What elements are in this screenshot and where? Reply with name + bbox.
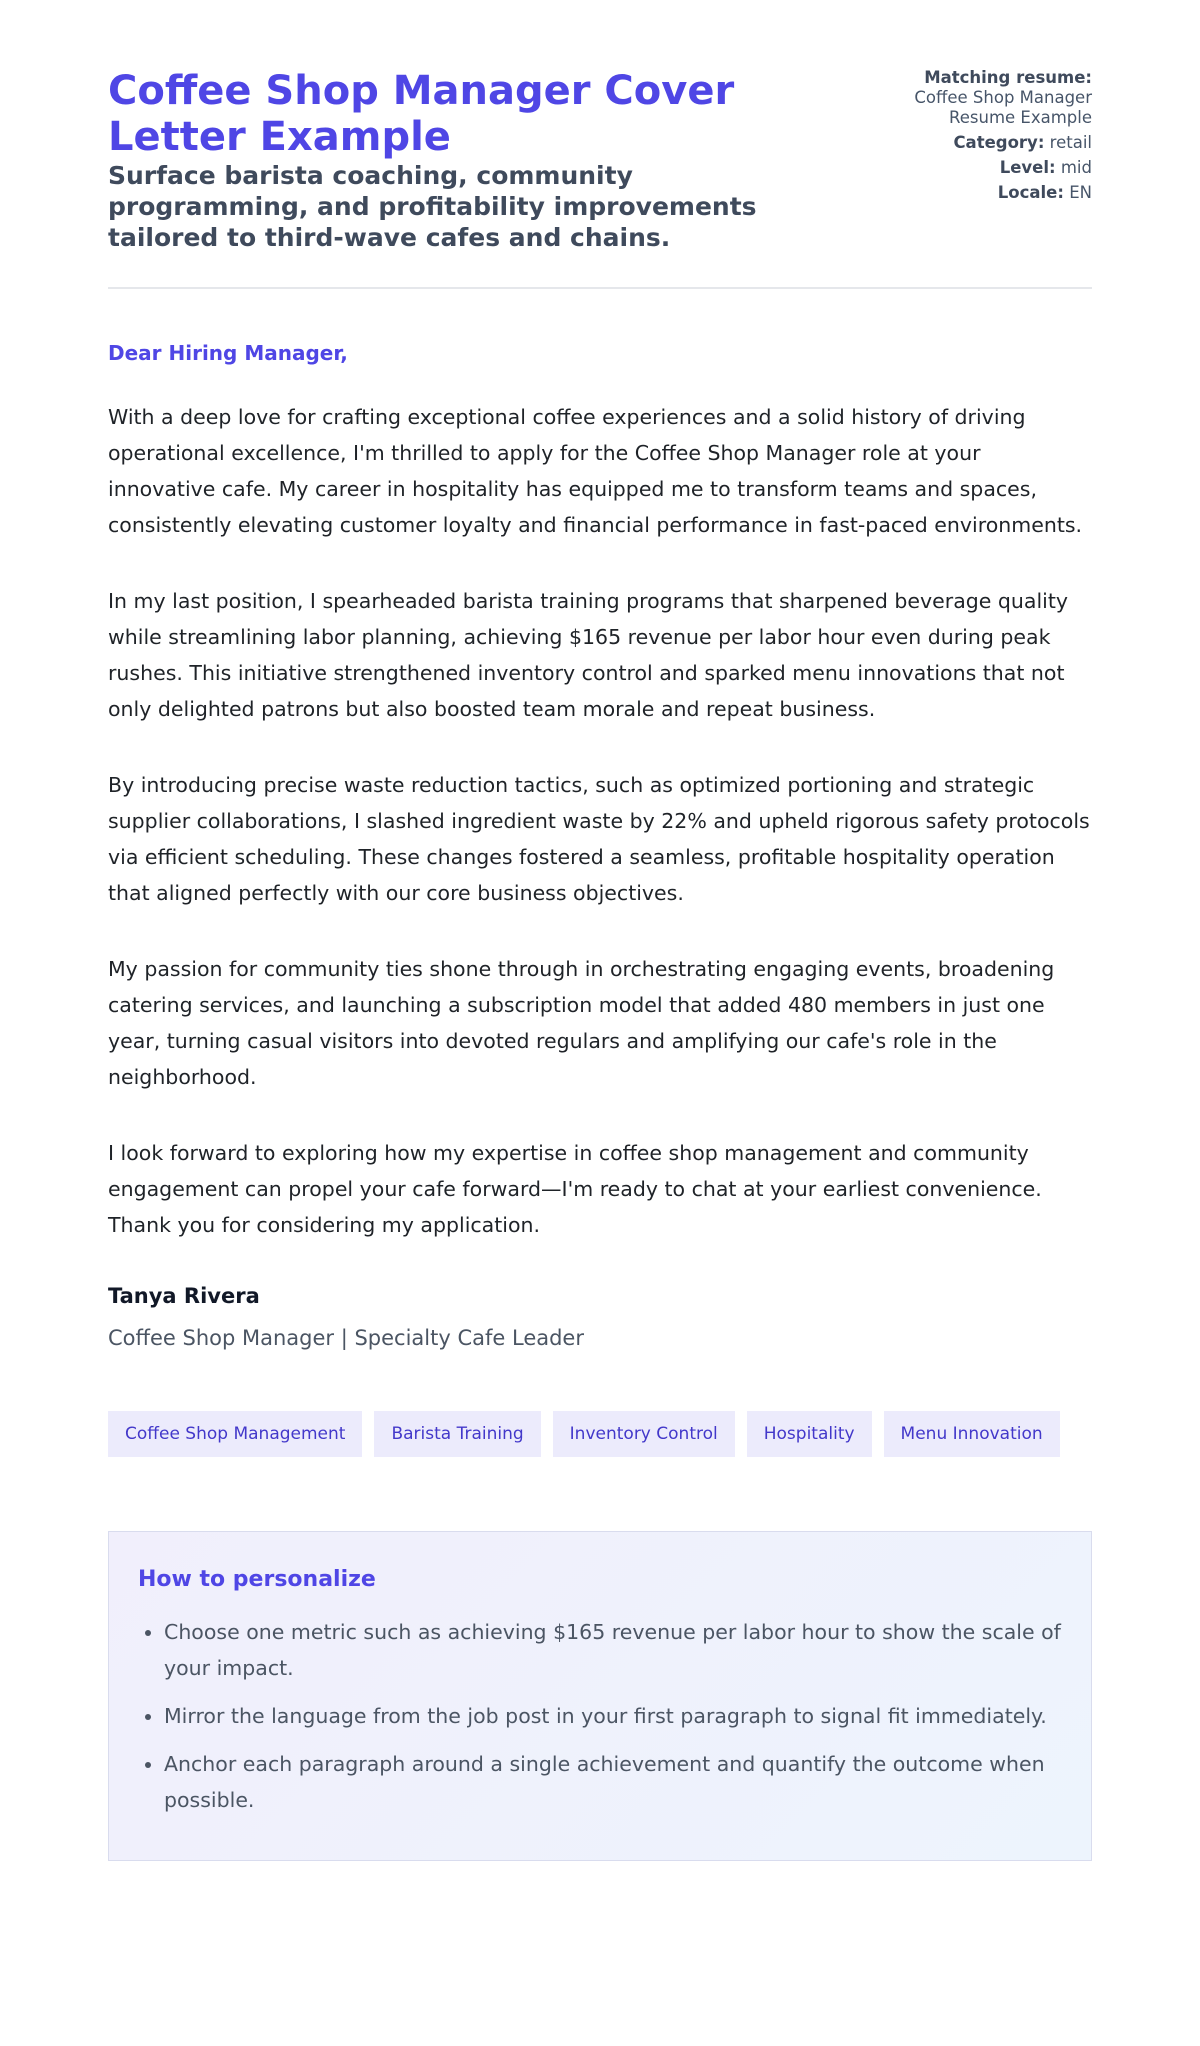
letter-paragraph: By introducing precise waste reduction tactics, such as optimized portioning and strategic supplier collaborations, I slashed ingredient waste by 22% and upheld rigorous safety protocols via efficient scheduling. These changes fostered a seamless, profitable hospitality operation that aligned perfectly with our core business objectives.	[108, 773, 1090, 905]
signature	[108, 1283, 1092, 1351]
personalize-box	[108, 1531, 1092, 1861]
meta-category-value: retail	[1049, 133, 1092, 152]
page-header	[108, 68, 1092, 289]
meta-level	[902, 158, 1092, 178]
meta-locale-value: EN	[1069, 183, 1092, 202]
letter-paragraph: With a deep love for crafting exceptional coffee experiences and a solid history of driving operational excellence, I'm thrilled to apply for the Coffee Shop Manager role at your innovative cafe. My career in hospitality has equipped me to transform teams and spaces, consistently elevating customer loyalty and financial performance in fast-paced environments.	[108, 405, 1083, 537]
meta-matching-resume	[902, 68, 1092, 128]
personalize-tip: • Mirror the language from the job post in your first paragraph to signal fit immediately.	[164, 1698, 1062, 1734]
meta-matching-resume-link[interactable]: Coffee Shop Manager Resume Example	[914, 88, 1092, 127]
letter-paragraph: In my last position, I spearheaded barista training programs that sharpened beverage quality while streamlining labor planning, achieving $165 revenue per labor hour even during peak rushes. This initiative strengthened inventory control and sparked menu innovations that not only delighted patrons but also boosted team morale and repeat business.	[108, 589, 1069, 721]
letter-paragraph: I look forward to exploring how my expertise in coffee shop management and community engagement can propel your cafe forward—I'm ready to chat at your earliest convenience. Thank you for considering my application.	[108, 1141, 1042, 1237]
meta-matching-resume-label: Matching resume:	[924, 68, 1092, 87]
personalize-list	[138, 1614, 1062, 1818]
page-subtitle: Surface barista coaching, community programming, and profitability improvements tailored to third-wave cafes and chains.	[108, 161, 757, 252]
title-block	[108, 68, 808, 253]
skill-tag: Hospitality	[747, 1411, 872, 1457]
salutation: Dear Hiring Manager,	[108, 341, 348, 365]
page-title: Coffee Shop Manager Cover Letter Example	[108, 68, 735, 160]
personalize-title: How to personalize	[138, 1567, 376, 1592]
letter-body	[108, 341, 1092, 1351]
meta-level-label: Level:	[999, 158, 1056, 177]
meta-level-value: mid	[1060, 158, 1092, 177]
skill-tags	[108, 1411, 1092, 1457]
meta-panel	[902, 68, 1092, 208]
skill-tag: Menu Innovation	[884, 1411, 1060, 1457]
letter-paragraphs	[108, 399, 1092, 1243]
personalize-tip: • Anchor each paragraph around a single achievement and quantify the outcome when possible.	[164, 1746, 1062, 1818]
signature-name: Tanya Rivera	[108, 1284, 260, 1308]
skill-tag: Barista Training	[374, 1411, 540, 1457]
meta-locale	[902, 183, 1092, 203]
meta-category	[902, 133, 1092, 153]
signature-title: Coffee Shop Manager | Specialty Cafe Leader	[108, 1326, 584, 1350]
meta-category-label: Category:	[953, 133, 1045, 152]
skill-tag: Coffee Shop Management	[108, 1411, 362, 1457]
skill-tag: Inventory Control	[553, 1411, 735, 1457]
personalize-tip: • Choose one metric such as achieving $165 revenue per labor hour to show the scale of your impact.	[164, 1614, 1062, 1686]
meta-locale-label: Locale:	[997, 183, 1064, 202]
letter-paragraph: My passion for community ties shone through in orchestrating engaging events, broadening catering services, and launching a subscription model that added 480 members in just one year, turning casual visitors into devoted regulars and amplifying our cafe's role in the neighborhood.	[108, 957, 1055, 1089]
